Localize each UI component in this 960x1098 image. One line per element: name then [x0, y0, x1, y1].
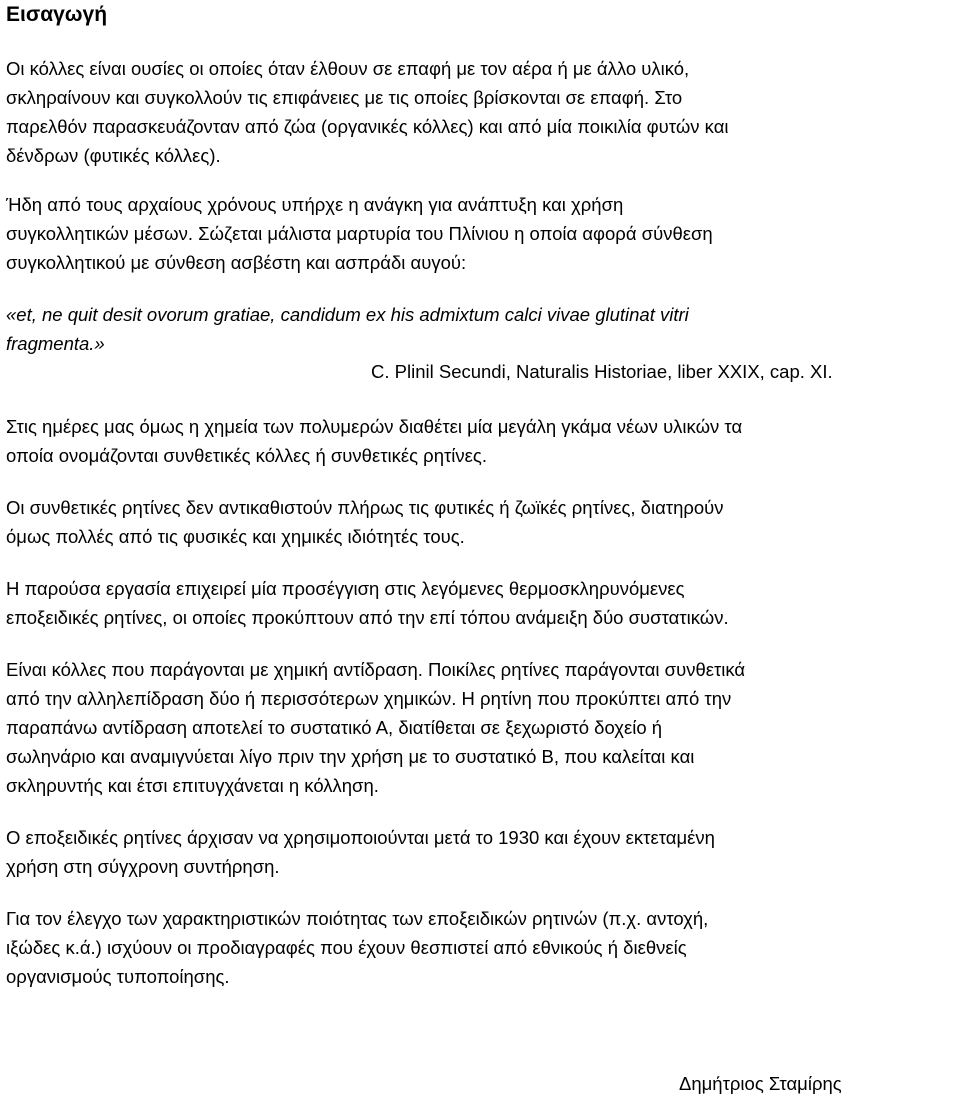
text-line: Στις ημέρες μας όμως η χημεία των πολυμερών διαθέτει μία μεγάλη γκάμα νέων υλικών τα [6, 416, 743, 437]
text-line: χρήση στη σύγχρονη συντήρηση. [6, 856, 280, 877]
page-title: Εισαγωγή [6, 3, 108, 26]
text-line: όμως πολλές από τις φυσικές και χημικές ιδιότητές τους. [6, 526, 465, 547]
paragraph-synthetic [6, 493, 956, 551]
latin-quote [6, 300, 956, 358]
quote-citation: C. Plinil Secundi, Naturalis Historiae, liber XXIX, cap. XI. [371, 361, 833, 382]
text-line: σκληρυντής και έτσι επιτυγχάνεται η κόλληση. [6, 775, 379, 796]
text-line: σκληραίνουν και συγκολλούν τις επιφάνειες με τις οποίες βρίσκονται σε επαφή. Στο [6, 87, 683, 108]
quote-line: fragmenta.» [6, 333, 105, 354]
text-line: Ήδη από τους αρχαίους χρόνους υπήρχε η ανάγκη για ανάπτυξη και χρήση [6, 194, 624, 215]
paragraph-reaction [6, 655, 956, 800]
text-line: δένδρων (φυτικές κόλλες). [6, 145, 221, 166]
text-line: Ο εποξειδικές ρητίνες άρχισαν να χρησιμοποιούνται μετά το 1930 και έχουν εκτεταμένη [6, 827, 715, 848]
text-line: παρελθόν παρασκευάζονταν από ζώα (οργανικές κόλλες) και από μία ποικιλία φυτών και [6, 116, 729, 137]
text-line: εποξειδικές ρητίνες, οι οποίες προκύπτουν από την επί τόπου ανάμειξη δύο συστατικών. [6, 607, 729, 628]
paragraph-usage [6, 823, 956, 881]
paragraph-standards [6, 904, 956, 991]
text-line: παραπάνω αντίδραση αποτελεί το συστατικό Α, διατίθεται σε ξεχωριστό δοχείο ή [6, 717, 663, 738]
text-line: συγκολλητικού με σύνθεση ασβέστη και ασπράδι αυγού: [6, 252, 467, 273]
paragraph-scope [6, 574, 956, 632]
text-line: οργανισμούς τυποποίησης. [6, 966, 230, 987]
paragraph-history [6, 190, 956, 277]
text-line: από την αλληλεπίδραση δύο ή περισσότερων χημικών. Η ρητίνη που προκύπτει από την [6, 688, 732, 709]
paragraph-modern [6, 412, 956, 470]
text-line: Είναι κόλλες που παράγονται με χημική αντίδραση. Ποικίλες ρητίνες παράγονται συνθετικά [6, 659, 746, 680]
text-line: Οι συνθετικές ρητίνες δεν αντικαθιστούν πλήρως τις φυτικές ή ζωϊκές ρητίνες, διατηρούν [6, 497, 724, 518]
quote-line: «et, ne quit desit ovorum gratiae, candidum ex his admixtum calci vivae glutinat vitri [6, 304, 689, 325]
author-signature: Δημήτριος Σταμίρης [679, 1073, 842, 1094]
text-line: Οι κόλλες είναι ουσίες οι οποίες όταν έλθουν σε επαφή με τον αέρα ή με άλλο υλικό, [6, 58, 690, 79]
text-line: Η παρούσα εργασία επιχειρεί μία προσέγγιση στις λεγόμενες θερμοσκληρυνόμενες [6, 578, 685, 599]
text-line: ιξώδες κ.ά.) ισχύουν οι προδιαγραφές που έχουν θεσπιστεί από εθνικούς ή διεθνείς [6, 937, 687, 958]
text-line: σωληνάριο και αναμιγνύεται λίγο πριν την χρήση με το συστατικό Β, που καλείται και [6, 746, 695, 767]
text-line: οποία ονομάζονται συνθετικές κόλλες ή συνθετικές ρητίνες. [6, 445, 487, 466]
paragraph-intro [6, 54, 956, 170]
text-line: συγκολλητικών μέσων. Σώζεται μάλιστα μαρτυρία του Πλίνιου η οποία αφορά σύνθεση [6, 223, 713, 244]
text-line: Για τον έλεγχο των χαρακτηριστικών ποιότητας των εποξειδικών ρητινών (π.χ. αντοχή, [6, 908, 709, 929]
